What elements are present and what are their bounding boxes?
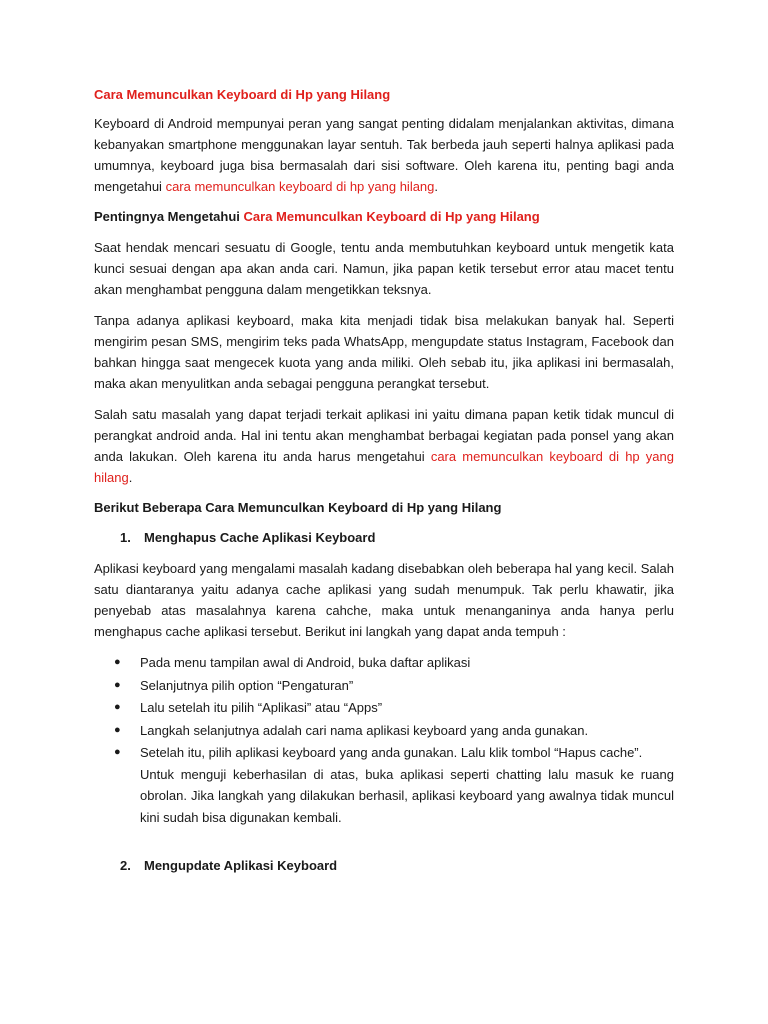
intro-paragraph [94,113,674,197]
item2-title: Mengupdate Aplikasi Keyboard [144,858,338,873]
list-item [114,652,674,674]
item1-number: 1. [120,530,131,545]
section1-heading-red: Cara Memunculkan Keyboard di Hp yang Hilang [243,209,540,224]
section1-paragraph-1: Saat hendak mencari sesuatu di Google, tentu anda membutuhkan keyboard untuk mengetik kata kunci sesuai dengan apa akan anda cari. Namun, jika papan ketik tersebut error atau macet tentu akan menghambat pengguna dalam mengetikkan teksnya. [94,240,674,297]
list-item [114,742,674,828]
intro-link[interactable]: cara memunculkan keyboard di hp yang hilang [165,179,435,194]
step-text: Langkah selanjutnya adalah cari nama aplikasi keyboard yang anda gunakan. [140,722,589,738]
para3-end: . [128,470,133,485]
spacer [94,842,674,856]
bullet-icon: ● [114,723,121,736]
step-text: Lalu setelah itu pilih “Aplikasi” atau “Apps” [140,700,383,715]
bullet-icon: ● [114,656,121,668]
item2-number: 2. [120,858,131,873]
bullet-icon: ● [114,678,121,691]
section1-heading-prefix: Pentingnya Mengetahui [94,209,244,224]
item1-title: Menghapus Cache Aplikasi Keyboard [144,530,376,545]
item1-paragraph: Aplikasi keyboard yang mengalami masalah kadang disebabkan oleh beberapa hal yang kecil. Salah satu diantaranya yaitu adanya cache aplikasi yang sudah menumpuk. Tak perlu khawatir, jika penyebab atas masalahnya karena cahche, maka untuk menanganinya anda hanya perlu menghapus cache aplikasi tersebut. Berikut ini langkah yang dapat anda tempuh : [94,561,674,639]
section1-paragraph-2: Tanpa adanya aplikasi keyboard, maka kita menjadi tidak bisa melakukan banyak hal. Seperti mengirim pesan SMS, mengirim teks pada WhatsApp, mengupdate status Instagram, Facebook dan bahkan hingga saat mengecek kuota yang anda miliki. Oleh sebab itu, jika aplikasi ini bermasalah, maka akan menyulitkan anda sebagai pengguna perangkat tersebut. [94,313,674,391]
bullet-icon: ● [114,746,121,758]
list-item [114,697,674,719]
list-item [114,675,674,697]
intro-text: Keyboard di Android mempunyai peran yang sangat penting didalam menjalankan aktivitas, dimana kebanyakan smartphone menggunakan layar sentuh. Tak berbeda jauh seperti halnya aplikasi pada umumnya, keyboard juga bisa bermasalah dari sisi software. Oleh karena itu, penting bagi anda mengetahui [94,116,674,194]
section2-heading: Berikut Beberapa Cara Memunculkan Keyboard di Hp yang Hilang [94,500,502,515]
para3-text: Salah satu masalah yang dapat terjadi terkait aplikasi ini yaitu dimana papan ketik tidak muncul di perangkat android anda. Hal ini tentu akan menghambat berbagai kegiatan pada ponsel yang akan anda lakukan. Oleh karena itu anda harus mengetahui [94,407,674,464]
item1-heading [94,528,674,548]
document-title: Cara Memunculkan Keyboard di Hp yang Hilang [94,87,391,102]
item2-heading [94,856,674,876]
bullet-icon: ● [114,701,121,713]
intro-end: . [434,179,439,194]
step-text: Setelah itu, pilih aplikasi keyboard yang anda gunakan. Lalu klik tombol “Hapus cache”. [140,745,643,760]
step-text: Pada menu tampilan awal di Android, buka daftar aplikasi [140,655,471,670]
para3-link[interactable]: cara memunculkan keyboard di hp yang hilang [94,449,674,485]
section1-heading [94,207,674,227]
step-text: Selanjutnya pilih option “Pengaturan” [140,677,354,693]
steps-list [94,652,674,828]
step-note: Untuk menguji keberhasilan di atas, buka aplikasi seperti chatting lalu masuk ke ruang obrolan. Jika langkah yang dilakukan berhasil, aplikasi keyboard yang awalnya tidak muncul kini sudah bisa digunakan kembali. [140,766,674,825]
section1-paragraph-3 [94,404,674,488]
list-item [114,720,674,742]
